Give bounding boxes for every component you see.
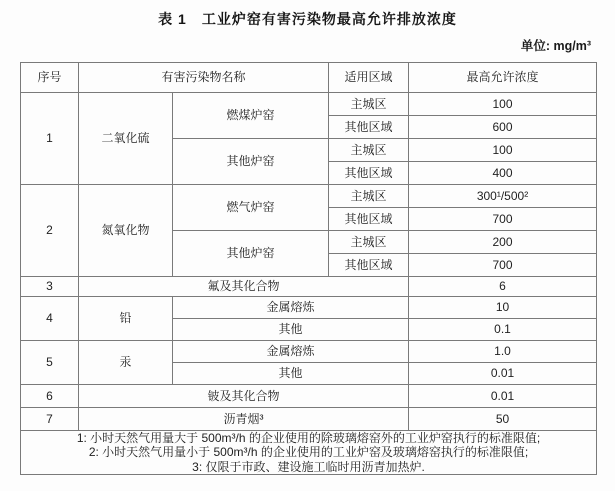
process-cell: 其他 [173,363,409,385]
value-cell: 300¹/500² [409,185,597,208]
seq-cell: 3 [21,277,79,297]
pollutant-cell: 汞 [79,341,173,385]
unit-label: 单位: mg/m³ [520,39,591,53]
table-row [21,93,597,116]
seq-cell: 6 [21,385,79,408]
pollutant-merged-cell: 沥青烟³ [79,408,409,431]
value-cell: 6 [409,277,597,297]
value-cell: 1.0 [409,341,597,363]
pollutant-merged-cell: 铍及其化合物 [79,385,409,408]
area-cell: 其他区域 [329,208,409,231]
pollutant-cell: 二氧化硫 [79,93,173,185]
area-cell: 其他区域 [329,162,409,185]
area-cell: 主城区 [329,231,409,254]
footnote-line: 1: 小时天然气用量大于 500m³/h 的企业使用的除玻璃熔窑外的工业炉窑执行的标准限值; [76,431,541,445]
pollutant-cell: 氮氧化物 [79,185,173,277]
table-row [21,277,597,297]
value-cell: 600 [409,116,597,139]
area-cell: 其他区域 [329,116,409,139]
table-row [21,385,597,408]
footnote-line: 3: 仅限于市政、建设施工临时用沥青加热炉. [192,459,425,474]
area-cell: 主城区 [329,139,409,162]
value-cell: 10 [409,297,597,319]
seq-cell: 7 [21,408,79,431]
table-title: 表 1 工业炉窑有害污染物最高允许排放浓度 [158,11,457,27]
table-row [21,297,597,319]
furnace-cell: 燃气炉窑 [173,185,329,231]
area-cell: 其他区域 [329,254,409,277]
value-cell: 100 [409,93,597,116]
header-row [21,63,597,93]
footnote-line: 2: 小时天然气用量小于 500m³/h 的企业使用的工业炉窑及玻璃熔窑执行的标准限值; [88,445,529,460]
value-cell: 200 [409,231,597,254]
header-area: 适用区域 [329,63,409,93]
footnotes-cell [21,431,597,475]
furnace-cell: 其他炉窑 [173,139,329,185]
furnace-cell: 燃煤炉窑 [173,93,329,139]
header-limit: 最高允许浓度 [409,63,597,93]
header-pollutant-name: 有害污染物名称 [79,63,329,93]
process-cell: 其他 [173,319,409,341]
value-cell: 100 [409,139,597,162]
value-cell: 0.01 [409,363,597,385]
header-seq: 序号 [21,63,79,93]
table-row [21,408,597,431]
area-cell: 主城区 [329,93,409,116]
seq-cell: 5 [21,341,79,385]
value-cell: 0.1 [409,319,597,341]
process-cell: 金属熔炼 [173,341,409,363]
value-cell: 0.01 [409,385,597,408]
table-row [21,341,597,363]
pollutant-merged-cell: 氟及其化合物 [79,277,409,297]
seq-cell: 4 [21,297,79,341]
value-cell: 700 [409,208,597,231]
value-cell: 400 [409,162,597,185]
emission-limits-table [20,62,597,475]
footnotes-row [21,431,597,475]
furnace-cell: 其他炉窑 [173,231,329,277]
table-row [21,185,597,208]
process-cell: 金属熔炼 [173,297,409,319]
pollutant-cell: 铅 [79,297,173,341]
value-cell: 700 [409,254,597,277]
seq-cell: 2 [21,185,79,277]
seq-cell: 1 [21,93,79,185]
area-cell: 主城区 [329,185,409,208]
value-cell: 50 [409,408,597,431]
